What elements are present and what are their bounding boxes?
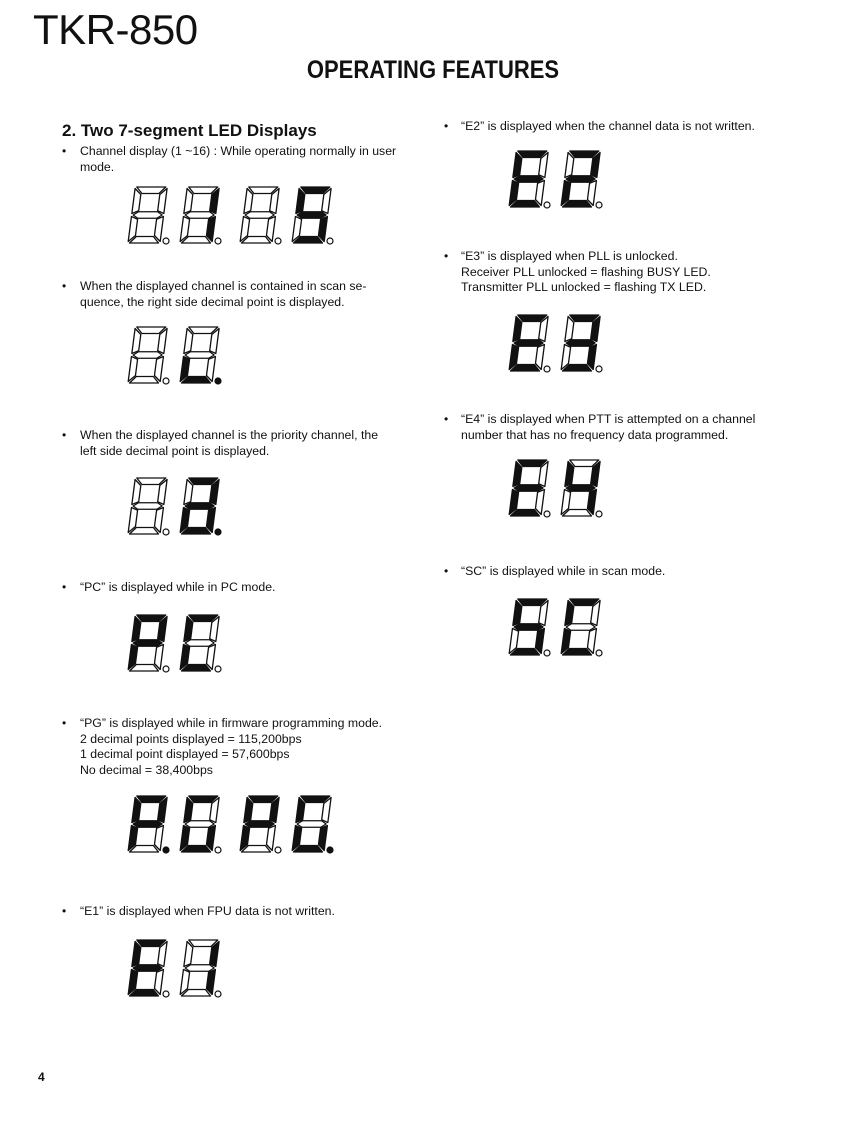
decimal-point <box>327 847 333 853</box>
segment-g <box>566 624 595 631</box>
page-title: OPERATING FEATURES <box>306 56 560 84</box>
led-display-e1 <box>126 939 231 1005</box>
text-line: “E2” is displayed when the channel data is not written. <box>461 119 755 133</box>
segment-c <box>154 826 163 851</box>
text-line: Channel display (1 ~16) : While operating normally in user <box>80 144 397 158</box>
text-line: “PG” is displayed while in firmware programming mode. <box>80 716 383 730</box>
segment-g <box>133 503 162 510</box>
segment-g <box>245 212 274 219</box>
segment-c <box>206 826 215 851</box>
segment-f <box>132 189 141 214</box>
led-digit <box>128 478 169 535</box>
text-line: quence, the right side decimal point is displayed. <box>80 294 345 309</box>
segment-g <box>514 340 543 347</box>
text-line: 1 decimal point displayed = 57,600bps <box>80 747 290 762</box>
page-number: 4 <box>38 1070 45 1084</box>
segment-f <box>184 189 193 214</box>
led-digit <box>180 187 221 244</box>
segment-g <box>185 965 214 972</box>
led-digit <box>180 327 221 384</box>
segment-f <box>184 798 193 823</box>
decimal-point <box>596 202 602 208</box>
text-line: left side decimal point is displayed. <box>80 443 270 458</box>
segment-f <box>513 317 522 342</box>
led-digit <box>180 478 221 535</box>
segment-g <box>133 640 162 647</box>
segment-f <box>184 480 193 505</box>
segment-g <box>185 640 214 647</box>
text-line: 2 decimal points displayed = 115,200bps <box>80 731 302 746</box>
bullet-icon: • <box>444 249 449 263</box>
led-digit <box>509 315 550 372</box>
section-heading: 2. Two 7-segment LED Displays <box>62 121 317 140</box>
text-line: When the displayed channel is contained in scan se- <box>80 279 367 293</box>
segment-c <box>266 217 275 242</box>
decimal-point <box>163 378 169 384</box>
segment-g <box>133 965 162 972</box>
segment-f <box>184 942 193 967</box>
segment-f <box>513 153 522 178</box>
bullet-icon: • <box>62 716 67 730</box>
segment-c <box>206 217 215 242</box>
led-digit <box>561 460 602 517</box>
led-digit <box>180 796 221 853</box>
text-line: “SC” is displayed while in scan mode. <box>461 564 666 578</box>
led-digit <box>292 796 333 853</box>
segment-f <box>565 601 574 626</box>
decimal-point <box>215 666 221 672</box>
led-display-e3 <box>507 314 612 380</box>
text-line: Receiver PLL unlocked = flashing BUSY LED. <box>461 264 711 279</box>
led-digit <box>180 615 221 672</box>
segment-c <box>587 490 596 515</box>
segment-f <box>565 317 574 342</box>
text-line: mode. <box>80 159 115 174</box>
bullet-icon: • <box>62 144 67 158</box>
segment-c <box>535 181 544 206</box>
segment-g <box>133 821 162 828</box>
segment-f <box>132 942 141 967</box>
segment-c <box>318 217 327 242</box>
model-name: TKR-850 <box>33 6 198 53</box>
segment-g <box>297 212 326 219</box>
decimal-point <box>596 366 602 372</box>
bullet-icon: • <box>444 412 449 426</box>
segment-c <box>266 826 275 851</box>
decimal-point <box>544 202 550 208</box>
led-display-sc <box>507 598 612 664</box>
segment-g <box>566 485 595 492</box>
segment-c <box>154 645 163 670</box>
segment-c <box>587 629 596 654</box>
segment-g <box>133 352 162 359</box>
segment-g <box>133 212 162 219</box>
bullet-icon: • <box>62 904 67 918</box>
segment-g <box>297 821 326 828</box>
segment-c <box>154 970 163 995</box>
decimal-point <box>163 238 169 244</box>
bullet-icon: • <box>62 428 67 442</box>
decimal-point <box>163 666 169 672</box>
led-digit <box>128 187 169 244</box>
segment-c <box>206 970 215 995</box>
text-line: Transmitter PLL unlocked = flashing TX LED. <box>461 280 707 295</box>
segment-c <box>206 508 215 533</box>
segment-c <box>206 645 215 670</box>
led-digit <box>128 615 169 672</box>
segment-f <box>513 462 522 487</box>
decimal-point <box>215 847 221 853</box>
decimal-point <box>163 847 169 853</box>
segment-f <box>244 189 253 214</box>
segment-c <box>587 345 596 370</box>
segment-c <box>154 217 163 242</box>
led-digit <box>561 315 602 372</box>
decimal-point <box>544 366 550 372</box>
segment-f <box>565 153 574 178</box>
led-digit <box>561 599 602 656</box>
text-line: No decimal = 38,400bps <box>80 762 213 777</box>
segment-g <box>185 821 214 828</box>
decimal-point <box>163 529 169 535</box>
segment-c <box>154 508 163 533</box>
led-display-channel <box>126 186 341 252</box>
text-line: number that has no frequency data programmed. <box>461 427 729 442</box>
text-line: “E3” is displayed when PLL is unlocked. <box>461 249 678 263</box>
bullet-icon: • <box>444 119 449 133</box>
segment-g <box>514 485 543 492</box>
led-digit <box>509 460 550 517</box>
segment-f <box>132 617 141 642</box>
led-digit <box>240 187 281 244</box>
decimal-point <box>215 529 221 535</box>
segment-c <box>535 629 544 654</box>
segment-f <box>565 462 574 487</box>
segment-g <box>566 176 595 183</box>
segment-f <box>244 798 253 823</box>
decimal-point <box>275 238 281 244</box>
segment-c <box>535 345 544 370</box>
decimal-point <box>275 847 281 853</box>
decimal-point <box>596 650 602 656</box>
segment-g <box>566 340 595 347</box>
segment-c <box>318 826 327 851</box>
led-digit <box>292 187 333 244</box>
led-display-e4 <box>507 459 612 525</box>
led-display-e2 <box>507 150 612 216</box>
led-display-priority <box>126 477 231 543</box>
segment-g <box>514 176 543 183</box>
decimal-point <box>215 238 221 244</box>
led-digit <box>128 327 169 384</box>
decimal-point <box>596 511 602 517</box>
decimal-point <box>544 650 550 656</box>
segment-f <box>132 798 141 823</box>
bullet-icon: • <box>62 279 67 293</box>
segment-c <box>154 357 163 382</box>
segment-c <box>587 181 596 206</box>
led-digit <box>180 940 221 997</box>
segment-f <box>132 329 141 354</box>
bullet-icon: • <box>444 564 449 578</box>
led-digit <box>509 151 550 208</box>
text-line: “PC” is displayed while in PC mode. <box>80 580 276 594</box>
segment-f <box>296 189 305 214</box>
decimal-point <box>215 991 221 997</box>
led-display-scan <box>126 326 231 392</box>
led-display-pc <box>126 614 231 680</box>
decimal-point <box>215 378 221 384</box>
segment-g <box>245 821 274 828</box>
bullet-icon: • <box>62 580 67 594</box>
decimal-point <box>327 238 333 244</box>
segment-g <box>185 503 214 510</box>
segment-g <box>514 624 543 631</box>
text-line: “E1” is displayed when FPU data is not written. <box>80 904 335 918</box>
led-digit <box>240 796 281 853</box>
decimal-point <box>544 511 550 517</box>
led-display-pg <box>126 795 341 861</box>
text-line: “E4” is displayed when PTT is attempted on a channel <box>461 412 756 426</box>
led-digit <box>128 796 169 853</box>
text-line: When the displayed channel is the priority channel, the <box>80 428 379 442</box>
led-digit <box>509 599 550 656</box>
segment-c <box>535 490 544 515</box>
segment-f <box>132 480 141 505</box>
segment-f <box>184 617 193 642</box>
segment-g <box>185 352 214 359</box>
decimal-point <box>163 991 169 997</box>
segment-g <box>185 212 214 219</box>
led-digit <box>561 151 602 208</box>
segment-f <box>296 798 305 823</box>
segment-f <box>513 601 522 626</box>
segment-c <box>206 357 215 382</box>
led-digit <box>128 940 169 997</box>
segment-f <box>184 329 193 354</box>
